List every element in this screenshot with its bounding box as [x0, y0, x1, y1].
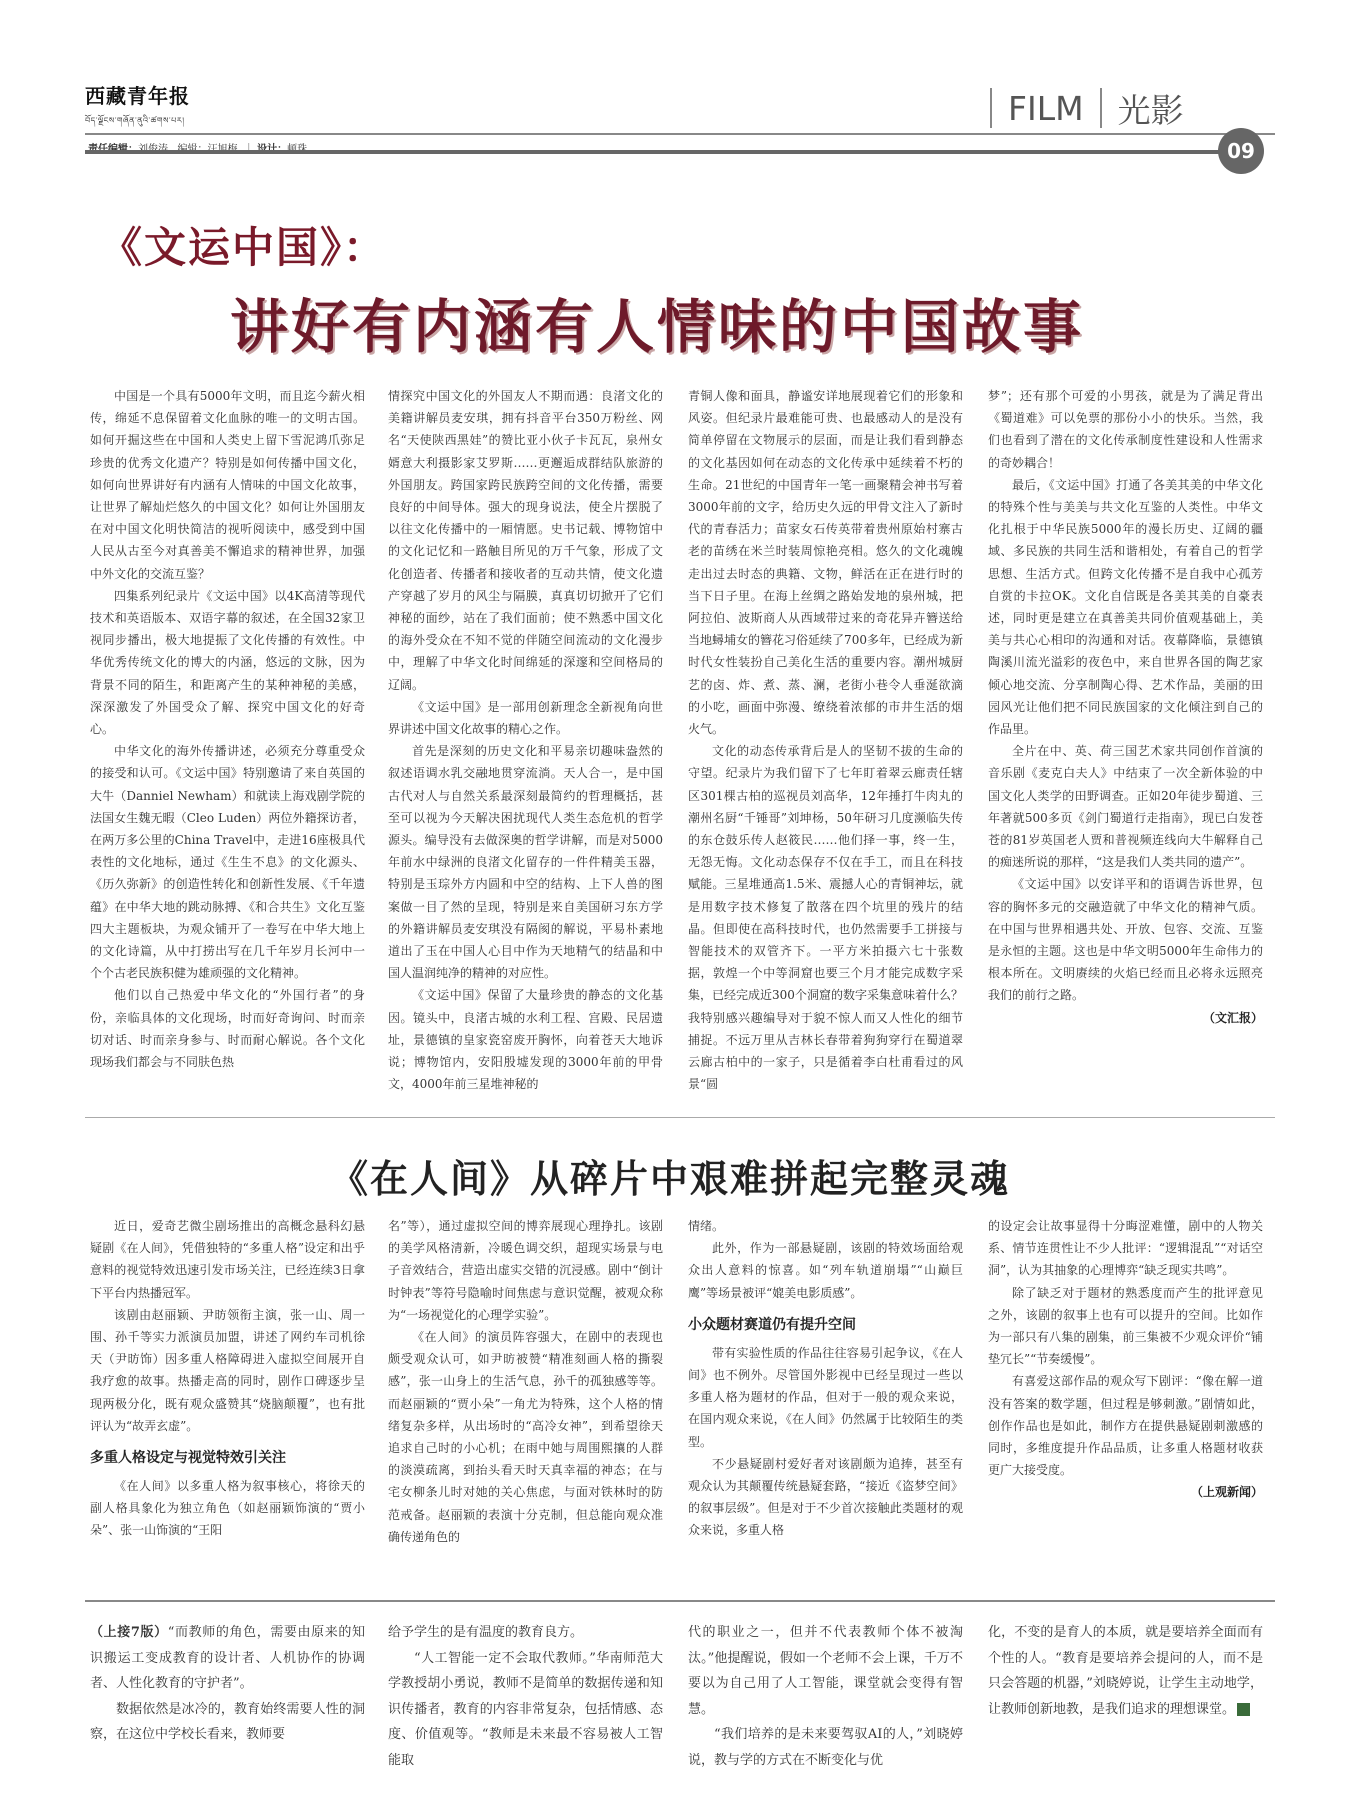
section-divider — [990, 88, 992, 128]
paragraph: “我们培养的是未来要驾驭AI的人，”刘晓婷说，教与学的方式在不断变化与优 — [688, 1727, 963, 1768]
paragraph: 给予学生的是有温度的教育良方。 — [388, 1625, 584, 1640]
paragraph: 该剧由赵丽颖、尹昉领衔主演，张一山、周一围、孙千等实力派演员加盟，讲述了网约车司机徐天（尹昉饰）因多重人格障碍进入虚拟空间展开自我疗愈的故事。热播走高的同时，剧作口碑逐步呈现两极分化，既有观众盛赞其“烧脑颠覆”，也有批评认为“故弄玄虚”。 — [90, 1307, 365, 1433]
article2-column-2 — [388, 1215, 663, 1595]
article2-subhead-2: 小众题材赛道仍有提升空间 — [688, 1316, 856, 1333]
paragraph: 中国是一个具有5000年文明，而且迄今薪火相传，绵延不息保留着文化血脉的唯一的文明古国。如何开掘这些在中国和人类史上留下雪泥鸿爪弥足珍贵的优秀文化遗产？特别是如何传播中国文化，如何向世界讲好有内涵有人情味的中国文化故事，让世界了解灿烂悠久的中国文化？如何让外国朋友在对中国文化明快简洁的视听阅读中，感受到中国人民从古至今对真善美不懈追求的精神世界，加强中外文化的交流互鉴？ — [90, 389, 365, 581]
section-chinese: 光影 — [1117, 90, 1184, 130]
paragraph: 近日，爱奇艺微尘剧场推出的高概念悬科幻悬疑剧《在人间》，凭借独特的“多重人格”设定和出乎意料的视觉特效迅速引发市场关注，已经连续3日拿下平台内热播冠军。 — [90, 1219, 365, 1300]
header-rule — [85, 133, 1275, 135]
paragraph-text: “而教师的角色，需要由原来的知识搬运工变成教育的设计者、人机协作的协调者、人性化教育的守护者”。 — [90, 1625, 365, 1691]
paragraph: 除了缺乏对于题材的熟悉度而产生的批评意见之外，该剧的叙事上也有可以提升的空间。比如作为一部只有八集的剧集，前三集被不少观众评价“铺垫冗长”“节奏缓慢”。 — [988, 1285, 1263, 1367]
section-divider — [1100, 88, 1102, 128]
paragraph: 代的职业之一，但并不代表教师个体不被淘汰。”他提醒说，假如一个老师不会上课，千万不要以为自己用了人工智能，课堂就会变得有智慧。 — [688, 1625, 963, 1717]
article-separator — [85, 1117, 1275, 1118]
paragraph: 《文运中国》是一部用创新理念全新视角向世界讲述中国文化故事的精心之作。 — [388, 699, 663, 737]
article2-column-3 — [688, 1215, 963, 1595]
article2-title: 《在人间》从碎片中艰难拼起完整灵魂 — [330, 1156, 1011, 1201]
paragraph: 最后，《文运中国》打通了各美其美的中华文化的特殊个性与美美与共文化互鉴的人类性。中华文化扎根于中华民族5000年的漫长历史、辽阔的疆域、多民族的共同生活和谐相处，有着自己的哲学思想、生活方式。但跨文化传播不是自我中心孤芳自赏的卡拉OK。文化自信既是各美其美的自豪表述，同时更是建立在真善美共同价值观基础上，美美与共心心相印的沟通和对话。夜幕降临，景德镇陶溪川流光溢彩的夜色中，来自世界各国的陶艺家倾心地交流、分享制陶心得、艺术作品，美丽的田园风光让他们把不同民族国家的文化倾注到自己的作品里。 — [988, 477, 1263, 737]
article3-column-3 — [688, 1620, 963, 1770]
paragraph: 有喜爱这部作品的观众写下剧评：“像在解一道没有答案的数学题，但过程是够刺激。”剧情如此，创作作品也是如此，制作方在提供悬疑剧刺激感的同时，多维度提升作品品质，让多重人格题材收获更广大接受度。 — [988, 1374, 1263, 1478]
paragraph: 梦”；还有那个可爱的小男孩，就是为了满足背出《蜀道难》可以免票的那份小小的快乐。当然，我们也看到了潜在的文化传承制度性建设和人性需求的奇妙耦合！ — [988, 389, 1263, 470]
paragraph: 情绪。 — [688, 1219, 725, 1233]
article3-column-1 — [90, 1620, 365, 1770]
paragraph — [988, 1620, 1263, 1722]
article1-title-line2: 讲好有内涵有人情味的中国故事 — [230, 293, 1085, 361]
paragraph: 情探究中国文化的外国友人不期而遇：良渚文化的美籍讲解员麦安琪，拥有抖音平台350万粉丝、网名“天使陕西黑娃”的赞比亚小伙子卡瓦瓦，泉州女婿意大利摄影家艾罗斯……更邂逅成群结队旅游的外国朋友。跨国家跨民族跨空间的文化传播，需要良好的中间导体。强大的现身说法，使全片摆脱了以往文化传播中的一厢情愿。史书记载、博物馆中的文化记忆和一路触目所见的万千气象，形成了文化创造者、传播者和接收者的互动共情，使文化遗产穿越了岁月的风尘与隔膜，真真切切掀开了它们神秘的面纱，站在了我们面前；使不熟悉中国文化的海外受众在不知不觉的伴随空间流动的文化漫步中，理解了中华文化时间绵延的深邃和空间格局的辽阔。 — [388, 389, 663, 692]
masthead — [85, 80, 385, 134]
end-mark-icon — [1237, 1703, 1250, 1716]
article3-column-2 — [388, 1620, 663, 1770]
article1-column-4 — [988, 385, 1263, 1105]
paragraph: 的设定会让故事显得十分晦涩难懂，剧中的人物关系、情节连贯性让不少人批评：“逻辑混乱”“对话空洞”，认为其抽象的心理博弈“缺乏现实共鸣”。 — [988, 1219, 1263, 1278]
paragraph: 此外，作为一部悬疑剧，该剧的特效场面给观众出人意料的惊喜。如“列车轨道崩塌”“山巅巨鹰”等场景被评“媲美电影质感”。 — [688, 1241, 963, 1300]
article1-column-3 — [688, 385, 963, 1105]
paragraph: 数据依然是冰冷的，教育始终需要人性的洞察，在这位中学校长看来，教师要 — [90, 1701, 365, 1742]
paragraph: 带有实验性质的作品往往容易引起争议，《在人间》也不例外。尽管国外影视中已经呈现过一些以多重人格为题材的作品，但对于一般的观众来说，在国内观众来说，《在人间》仍然属于比较陌生的类型。 — [688, 1345, 963, 1449]
paragraph: 青铜人像和面具，静谧安详地展现着它们的形象和风姿。但纪录片最难能可贵、也最感动人的是没有简单停留在文物展示的层面，而是让我们看到静态的文化基因如何在动态的文化传承中延续着不朽的生命。21世纪的中国青年一笔一画聚精会神书写着3000年前的文字，给历史久远的甲骨文注入了新时代的青春活力；苗家女石传英带着贵州原始村寨古老的苗绣在米兰时装周惊艳亮相。悠久的文化魂魄走出过去时态的典籍、文物，鲜活在正在进行时的当下日子里。在海上丝绸之路始发地的泉州城，把阿拉伯、波斯商人从西域带过来的奇花异卉簪送给当地蟳埔女的簪花习俗延续了700多年，已经成为新时代女性装扮自己美化生活的重要内容。潮州城厨艺的卤、炸、煮、蒸、澜，老街小巷令人垂涎欲滴的小吃，画面中弥漫、缭绕着浓郁的市井生活的烟火气。 — [688, 389, 963, 737]
bottom-rule — [85, 1600, 1275, 1602]
paragraph-text: 化，不变的是育人的本质，就是要培养全面而有个性的人。“教育是要培养会提问的人，而不是只会答题的机器，”刘晓婷说，让学生主动地学，让教师创新地教，是我们追求的理想课堂。 — [988, 1625, 1263, 1717]
header-rule-thick — [85, 150, 1225, 154]
paragraph: 四集系列纪录片《文运中国》以4K高清等现代技术和英语版本、双语字幕的叙述，在全国32家卫视同步播出，极大地提振了文化传播的有效性。中华优秀传统文化的博大的内涵，悠远的文脉，因为背景不同的陌生，和距离产生的某种神秘的美感，深深激发了外国受众了解、探究中国文化的好奇心。 — [90, 588, 365, 737]
paragraph: 全片在中、英、荷三国艺术家共同创作首演的音乐剧《麦克白夫人》中结束了一次全新体验的中国文化人类学的田野调查。正如20年徒步蜀道、三年著就500多页《剑门蜀道行走指南》，现已白发苍苍的81岁英国老人贾和普视频连线向大牛解释自己的痴迷所说的那样，“这是我们人类共同的遗产”。 — [988, 744, 1263, 870]
article1-column-2 — [388, 385, 663, 1105]
article1-source: （文汇报） — [1202, 1010, 1263, 1025]
paragraph: 中华文化的海外传播讲述，必须充分尊重受众的接受和认可。《文运中国》特别邀请了来自英国的大牛（Danniel Newham）和就读上海戏剧学院的法国女生魏无暇（Cleo Luden）两位外籍探访者，在两万多公里的China Travel中，走进16座极具代表性的文化地标，通过《生生不息》的文化源头、《历久弥新》的创造性转化和创新性发展、《千年遗蕴》在中华大地的跳动脉搏、《和合共生》文化互鉴四大主题板块，为观众铺开了一卷写在中华大地上的文化诗篇，从中打捞出写在几千年岁月长河中一个个古老民族积健为雄顽强的文化精神。 — [90, 744, 365, 981]
paragraph: 《在人间》的演员阵容强大，在剧中的表现也颇受观众认可，如尹昉被赞“精准刻画人格的撕裂感”，张一山身上的生活气息，孙千的孤独感等等。而赵丽颖的“贾小朵”一角尤为特殊，这个人格的情绪复杂多样，从出场时的“高冷女神”，到希望徐天追求自己时的小心机；在雨中她与周围熙攘的人群的淡漠疏离，到抬头看天时天真幸福的神态；在与宅女柳条儿时对她的关心焦虑，与面对铁林时的防范戒备。赵丽颖的表演十分克制，但总能向观众准确传递角色的 — [388, 1330, 663, 1544]
article2-column-1 — [90, 1215, 365, 1595]
section-tag — [990, 86, 1184, 130]
paragraph: 不少悬疑剧村爱好者对该剧颇为追捧，甚至有观众认为其颠覆传统悬疑套路，“接近《盗梦空间》的叙事层级”。但是对于不少首次接触此类题材的观众来说，多重人格 — [688, 1456, 963, 1538]
article1-title-line1: 《文运中国》： — [100, 223, 388, 272]
continued-label: （上接7版） — [90, 1625, 168, 1640]
section-english: FILM — [1008, 88, 1084, 128]
paragraph: 《在人间》以多重人格为叙事核心，将徐天的副人格具象化为独立角色（如赵丽颖饰演的“贾小朵”、张一山饰演的“王阳 — [90, 1479, 365, 1538]
paragraph: 他们以自己热爱中华文化的“外国行者”的身份，亲临具体的文化现场，时而好奇询问、时而亲切对话、时而亲身参与、时而耐心解说。各个文化现场我们都会与不同肤色热 — [90, 988, 365, 1070]
paragraph: 名”等），通过虚拟空间的博弈展现心理挣扎。该剧的美学风格清新，冷暖色调交织，超现实场景与电子音效结合，营造出虚实交错的沉浸感。剧中“倒计时钟表”等符号隐喻时间焦虑与意识觉醒，被观众称为“一场视觉化的心理学实验”。 — [388, 1219, 663, 1322]
paragraph: 首先是深刻的历史文化和平易亲切趣味盎然的叙述语调水乳交融地贯穿流淌。天人合一，是中国古代对人与自然关系最深刻最简约的哲理概括，甚至可以视为今天解决困扰现代人类生态危机的哲学源头。编导没有去做深奥的哲学讲解，而是对5000年前水中绿洲的良渚文化留存的一件件精美玉器，特别是玉琮外方内圆和中空的结构、上下人兽的图案做一目了然的呈现，特别是来自美国研习东方学的外籍讲解员麦安琪没有隔阂的解说，平易朴素地道出了玉在中国人心目中作为天地精气的结晶和中国人温润纯净的精神的对应性。 — [388, 744, 663, 981]
page-number: 09 — [1218, 128, 1264, 174]
article1-column-1 — [90, 385, 365, 1105]
paragraph: 《文运中国》保留了大量珍贵的静态的文化基因。镜头中，良渚古城的水利工程、宫殿、民居遗址，景德镇的皇家瓷窑废开胸怀，向着苍天大地诉说；博物馆内，安阳殷墟发现的3000年前的甲骨文，4000年前三星堆神秘的 — [388, 988, 663, 1092]
paragraph: 《文运中国》以安详平和的语调告诉世界，包容的胸怀多元的交融造就了中华文化的精神气质。在中国与世界相遇共处、开放、包容、交流、互鉴是永恒的主题。这也是中华文明5000年生命伟力的根本所在。文明赓续的火焰已经而且必将永远照亮我们的前行之路。 — [988, 877, 1263, 1003]
paper-name-tibetan: བོད་ལྗོངས་གཞོན་ནུའི་ཚགས་པར། — [85, 116, 185, 125]
paragraph: “人工智能一定不会取代教师。”华南师范大学教授胡小勇说，教师不是简单的数据传递和知识传播者，教育的内容非常复杂，包括情感、态度、价值观等。“教师是未来最不容易被人工智能取 — [388, 1650, 663, 1768]
paragraph: 文化的动态传承背后是人的坚韧不拔的生命的守望。纪录片为我们留下了七年盯着翠云廊责任辖区301棵古柏的巡视员刘高华，12年捶打牛肉丸的潮州名厨“千锤哥”刘坤杨，50年研习几度濒临失传的东仓鼓乐传人赵筱民……他们择一事，终一生，无怨无悔。文化动态保存不仅在手工，而且在科技赋能。三星堆通高1.5米、震撼人心的青铜神坛，就是用数字技术修复了散落在四个坑里的残片的结晶。但即使在高科技时代，也仍然需要手工拼接与智能技术的双管齐下。一平方米拍摄六七十张数据，敦煌一个中等洞窟也要三个月才能完成数字采集，已经完成近300个洞窟的数字采集意味着什么？我特别感兴趣编导对于貌不惊人而又人性化的细节捕捉。不远万里从吉林长春带着狗狗穿行在蜀道翠云廊古柏中的一家子，只是循着李白杜甫看过的风景“圆 — [688, 744, 963, 1092]
article2-source: （上观新闻） — [1190, 1485, 1263, 1500]
paragraph — [90, 1620, 365, 1697]
article2-column-4 — [988, 1215, 1263, 1595]
article3-column-4 — [988, 1620, 1263, 1770]
article2-subhead-1: 多重人格设定与视觉特效引关注 — [90, 1450, 286, 1467]
paper-name: 西藏青年报 — [85, 84, 190, 108]
